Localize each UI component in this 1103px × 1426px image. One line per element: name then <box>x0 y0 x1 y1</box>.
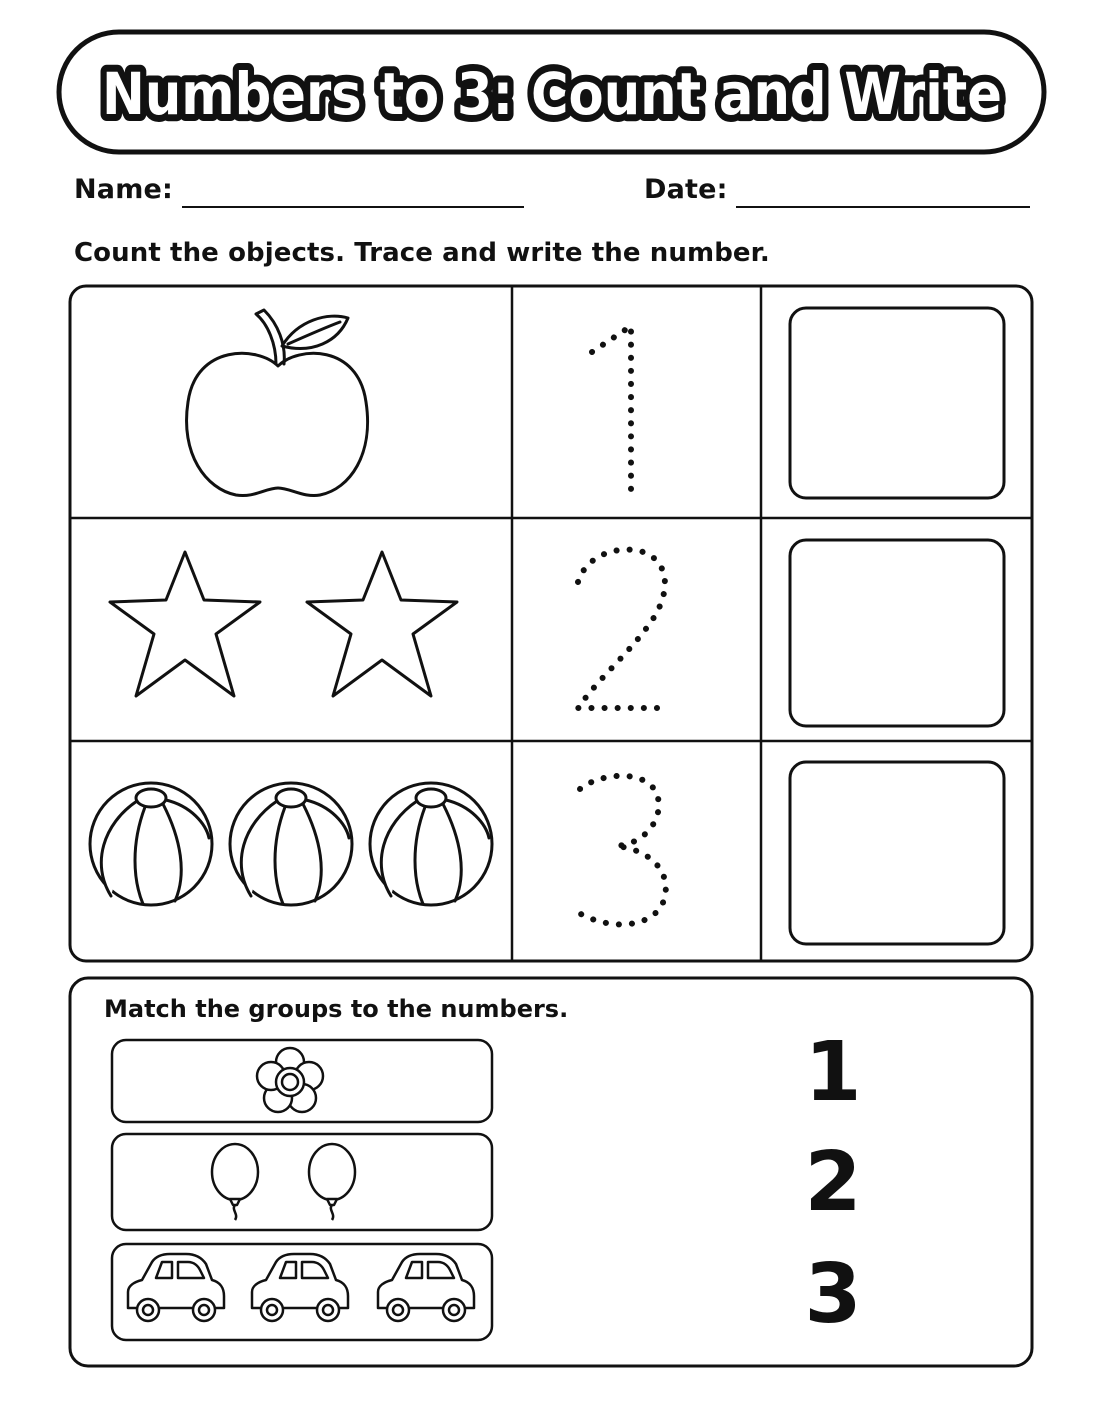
name-line[interactable] <box>182 206 524 208</box>
match-panel <box>68 976 1036 1370</box>
section1-instruction: Count the objects. Trace and write the number. <box>74 238 770 268</box>
count-write-grid <box>68 284 1036 966</box>
title-banner <box>55 24 1050 164</box>
match-number-1[interactable]: 1 <box>804 1025 862 1120</box>
date-label: Date: <box>644 174 728 205</box>
page-title: Numbers to 3: Count and Write <box>102 60 1002 128</box>
write-box-1[interactable] <box>790 308 1004 498</box>
section2-instruction: Match the groups to the numbers. <box>104 995 569 1023</box>
group-box-2[interactable] <box>112 1134 492 1230</box>
write-box-3[interactable] <box>790 762 1004 944</box>
match-number-2[interactable]: 2 <box>804 1135 862 1230</box>
match-number-3[interactable]: 3 <box>804 1247 862 1342</box>
date-line[interactable] <box>736 206 1030 208</box>
name-label: Name: <box>74 174 174 205</box>
write-box-2[interactable] <box>790 540 1004 726</box>
ball-icon <box>90 783 492 905</box>
